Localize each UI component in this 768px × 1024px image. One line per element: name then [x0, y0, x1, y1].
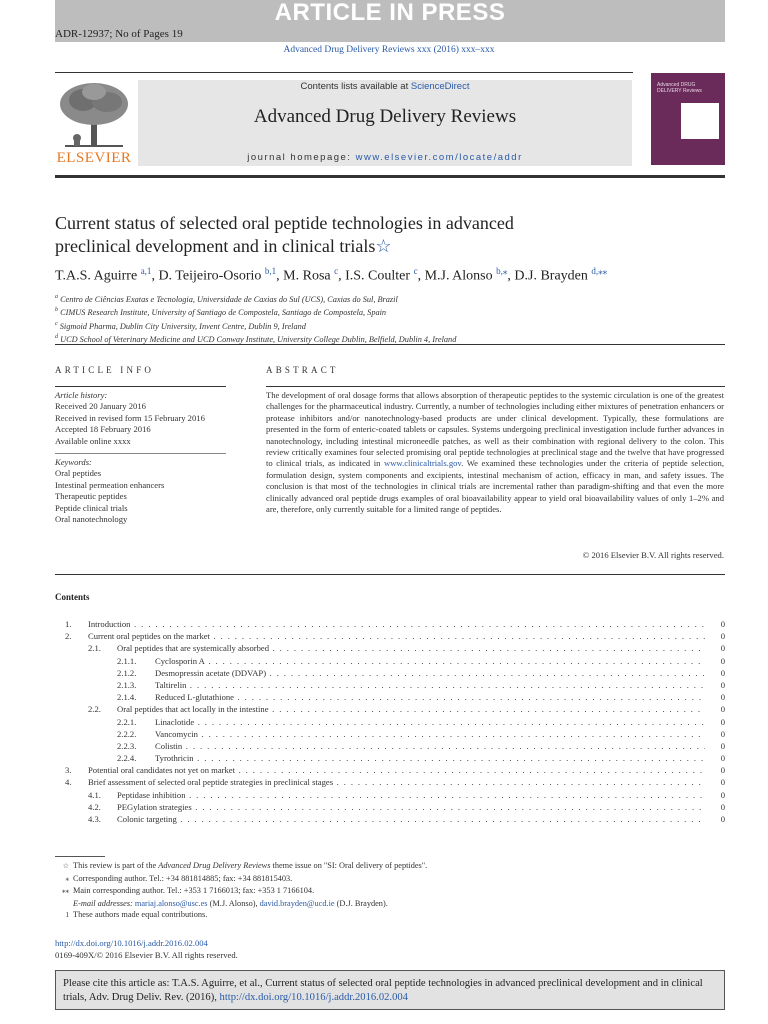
toc-entry[interactable] [55, 801, 725, 813]
footnote-double-asterisk-mark: ⁎⁎ [62, 887, 69, 895]
affiliation-text: UCD School of Veterinary Medicine and UCD Conway Institute, University College Dublin, Belfield, Dublin 4, Ireland [60, 334, 457, 344]
journal-header-box [138, 80, 632, 166]
cover-image-panel [681, 103, 719, 139]
header-top-rule [55, 72, 633, 73]
affiliation-mark: c [55, 320, 58, 327]
toc-entry[interactable] [55, 691, 725, 703]
toc-entry-title[interactable]: Oral peptides that act locally in the intestine . . . [117, 703, 705, 715]
toc-entry-page: 0 [720, 631, 725, 642]
history-item: Received in revised form 15 February 2016 [55, 412, 205, 423]
abstract-text-part2: . We examined these technologies under the criteria of peptide selection, formulation design, system components and excipients, intestinal mechanism of action, efficacy in man, and safety issues. The conclusion is that most of the technologies in clinical trials are incremental rather than paradigm-shifting and that even the more clinically advanced oral peptide drugs examples of oral bioavailability appear to yield oral bioavailability values of only 1–2% and are, therefore, only currently suitable for a limited range of peptides. [266, 458, 724, 515]
author-separator: , [151, 268, 159, 284]
toc-entry[interactable] [55, 667, 725, 679]
toc-entry[interactable] [55, 764, 725, 776]
author-affiliation-link[interactable]: b,1 [264, 266, 277, 276]
toc-entry-number: 4.2. [88, 801, 101, 812]
toc-entry-page: 0 [720, 692, 725, 703]
author-separator: , [417, 268, 425, 284]
toc-entry-number: 2.2.4. [117, 753, 137, 764]
toc-entry-number: 2.1. [88, 643, 101, 654]
toc-entry-number: 1. [65, 619, 72, 629]
citation-doi-link[interactable]: http://dx.doi.org/10.1016/j.addr.2016.02.004 [219, 992, 408, 1003]
journal-homepage-line [138, 152, 632, 163]
keyword-item: Peptide clinical trials [55, 502, 128, 513]
author-list [55, 266, 735, 285]
toc-entry-page: 0 [720, 740, 725, 751]
toc-entry-number: 2.2.3. [117, 740, 137, 751]
history-item: Received 20 January 2016 [55, 401, 146, 412]
keyword-item: Therapeutic peptides [55, 491, 127, 502]
footnote-review-post: theme issue on "SI: Oral delivery of peptides". [270, 861, 428, 870]
email-who-1: (M.J. Alonso), [207, 898, 260, 908]
keywords-block [55, 457, 230, 525]
toc-entry-title[interactable]: Linaclotide . . . [155, 716, 705, 728]
footnote-review-pre: This review is part of the [73, 861, 159, 870]
affiliation-list [55, 292, 735, 345]
footnotes [55, 860, 725, 922]
author-name: M.J. Alonso [424, 268, 493, 284]
history-item: Available online xxxx [55, 435, 131, 446]
toc-entry[interactable] [55, 776, 725, 788]
toc-entry-number: 4.3. [88, 814, 101, 824]
abstract-rule [266, 386, 725, 387]
table-of-contents [55, 618, 725, 825]
author-name: T.A.S. Aguirre [55, 268, 138, 284]
article-title-line2: preclinical development and in clinical trials [55, 236, 376, 256]
elsevier-wordmark: ELSEVIER [56, 150, 132, 166]
toc-entry-title[interactable]: Colonic targeting . . . [117, 813, 705, 825]
toc-entry-title[interactable]: Vancomycin . . . [155, 728, 705, 740]
toc-entry[interactable] [55, 679, 725, 691]
toc-entry[interactable] [55, 813, 725, 825]
toc-entry-title[interactable]: Tyrothricin . . . [155, 752, 705, 764]
footnote-emails [55, 898, 725, 910]
toc-entry-title[interactable]: Cyclosporin A . . . [155, 655, 705, 667]
author-affiliation-link[interactable]: c [334, 266, 339, 276]
contents-prefix: Contents lists available at [300, 81, 411, 92]
header-bottom-rule [55, 175, 725, 178]
author-name: I.S. Coulter [345, 268, 411, 284]
toc-entry-title[interactable]: Desmopressin acetate (DDVAP) . . . [155, 667, 705, 679]
abstract-text [266, 390, 724, 515]
toc-entry-page: 0 [720, 667, 725, 678]
citation-text-body: Please cite this article as: T.A.S. Aguirre, et al., Current status of selected oral peptide technologies in advanced preclinical development and in clinical trials, Adv. Drug Deliv. Rev. (2016), [63, 978, 703, 1003]
author-affiliation-link[interactable]: b,⁎ [496, 266, 508, 276]
history-item: Accepted 18 February 2016 [55, 424, 151, 435]
footnote-rule [55, 856, 105, 857]
journal-homepage-link[interactable]: www.elsevier.com/locate/addr [355, 152, 523, 163]
journal-cover-thumbnail [651, 73, 725, 165]
toc-entry-title[interactable]: Reduced L-glutathione . . . [155, 691, 705, 703]
toc-entry[interactable] [55, 655, 725, 667]
affiliation-item [55, 305, 735, 318]
affiliation-text: CIMUS Research Institute, University of Santiago de Compostela, Santiago de Compostela, Spain [60, 308, 387, 318]
toc-entry-page: 0 [720, 753, 725, 764]
toc-entry-number: 2.1.3. [117, 679, 137, 690]
abstract-text-part1: The development of oral dosage forms that allows absorption of therapeutic peptides to the systemic circulation is one of the greatest challenges for the pharmaceutical industry. Currently, a number of technologies including either mixtures of penetration enhancers or protease inhibitors and/or nanotechnology-based products are under clinical development. Typically, these formulations are presented in the form of enteric-coated tablets or capsules. Systems undergoing preclinical investigation include further advances in nanotechnology, including intestinal microneedle patches, as well as their combination with regional delivery to the colon. This review critically examines four selected promising oral peptide technologies at preclinical stage and the twelve that have progressed to clinical trials, as indicated in [266, 390, 725, 469]
toc-entry-page: 0 [720, 814, 725, 824]
toc-entry-number: 2.1.1. [117, 655, 137, 666]
footnote-corresponding-2 [55, 885, 725, 898]
footnote-review-journal: Advanced Drug Delivery Reviews [158, 861, 271, 870]
article-code: ADR-12937; No of Pages 19 [55, 28, 183, 40]
author-affiliation-link[interactable]: d,⁎⁎ [591, 266, 608, 276]
email-label: E-mail addresses: [73, 898, 135, 908]
toc-entry-number: 2.2. [88, 704, 101, 715]
article-title [55, 212, 615, 258]
article-info-rule [55, 386, 226, 387]
author-separator: , [338, 268, 346, 284]
affiliation-mark: d [55, 333, 58, 340]
toc-entry-number: 2.1.2. [117, 667, 137, 678]
contents-top-rule [55, 574, 725, 575]
toc-entry-title[interactable]: Introduction . . . [88, 618, 705, 630]
toc-entry[interactable] [55, 728, 725, 740]
author-affiliation-link[interactable]: c [413, 266, 418, 276]
footnote-star-mark: ☆ [62, 862, 69, 870]
history-label: Article history: [55, 390, 108, 400]
footnote-equal-contribution [55, 909, 725, 922]
footnote-one-mark: 1 [65, 911, 69, 919]
abstract-heading: ABSTRACT [266, 365, 339, 375]
footnote-asterisk-mark: ⁎ [65, 874, 69, 883]
footnote-corresponding-2-text: Main corresponding author. Tel.: +353 1 7166013; fax: +353 1 7166104. [73, 886, 315, 895]
contents-available-line [138, 81, 632, 92]
journal-reference-link[interactable]: Advanced Drug Delivery Reviews xxx (2016) xxx–xxx [283, 45, 495, 55]
keywords-rule [55, 453, 226, 454]
author-name: D.J. Brayden [514, 268, 588, 284]
toc-entry-title[interactable]: Peptidase inhibition . . . [117, 789, 705, 801]
footnote-corresponding-1-text: Corresponding author. Tel.: +34 881814885; fax: +34 881815403. [73, 873, 293, 883]
toc-entry-number: 2.2.2. [117, 728, 137, 739]
doi-block [55, 938, 238, 961]
toc-entry[interactable] [55, 618, 725, 630]
affiliation-mark: b [55, 307, 58, 314]
toc-entry-number: 2.2.1. [117, 716, 137, 727]
toc-entry-number: 2. [65, 631, 72, 642]
toc-entry-title[interactable]: Current oral peptides on the market . . . [88, 630, 705, 642]
journal-name: Advanced Drug Delivery Reviews [253, 106, 517, 127]
author-separator: , [276, 268, 284, 284]
email-link-brayden[interactable]: david.brayden@ucd.ie [259, 898, 335, 908]
footnote-equal-text: These authors made equal contributions. [73, 910, 208, 919]
contents-heading: Contents [55, 592, 90, 602]
toc-entry-page: 0 [720, 643, 725, 654]
toc-entry[interactable] [55, 703, 725, 715]
toc-entry-page: 0 [720, 765, 725, 776]
toc-entry-number: 2.1.4. [117, 692, 137, 703]
email-link-alonso[interactable]: mariaj.alonso@usc.es [134, 898, 208, 908]
toc-entry-number: 4. [65, 777, 72, 788]
toc-entry-title[interactable]: Brief assessment of selected oral peptide strategies in preclinical stages . . . [88, 776, 705, 788]
article-in-press-title: ARTICLE IN PRESS [274, 0, 506, 26]
toc-entry[interactable] [55, 642, 725, 654]
toc-entry-title[interactable]: Colistin . . . [155, 740, 705, 752]
toc-entry-page: 0 [720, 716, 725, 727]
toc-entry-title[interactable]: Potential oral candidates not yet on market . . . [88, 764, 705, 776]
toc-entry-title[interactable]: Taltirelin . . . [155, 679, 705, 691]
history-list [55, 401, 230, 447]
footnote-corresponding-1 [55, 873, 725, 886]
toc-entry-page: 0 [720, 801, 725, 812]
affiliation-mark: a [55, 294, 58, 300]
issn-line: 0169-409X/© 2016 Elsevier B.V. All rights reserved. [55, 949, 238, 960]
toc-entry-page: 0 [720, 728, 725, 739]
toc-entry-page: 0 [720, 619, 725, 629]
sciencedirect-link[interactable]: ScienceDirect [410, 81, 470, 92]
toc-entry-page: 0 [720, 704, 725, 715]
footnote-review [55, 860, 725, 873]
citation-text [63, 977, 719, 1005]
toc-entry-page: 0 [720, 679, 725, 690]
toc-entry-number: 4.1. [88, 789, 101, 800]
toc-entry[interactable] [55, 789, 725, 801]
citation-box [55, 970, 725, 1010]
keyword-item: Oral peptides [55, 468, 102, 479]
toc-entry-title[interactable]: Oral peptides that are systemically absorbed . . . [117, 642, 705, 654]
homepage-prefix: journal homepage: [247, 152, 356, 163]
article-title-line1: Current status of selected oral peptide technologies in advanced [55, 213, 514, 233]
toc-entry[interactable] [55, 716, 725, 728]
affiliation-text: Sigmoid Pharma, Dublin City University, Invent Centre, Dublin 9, Ireland [59, 321, 306, 331]
toc-entry[interactable] [55, 630, 725, 642]
author-name: M. Rosa [283, 268, 331, 284]
keyword-item: Oral nanotechnology [55, 514, 128, 525]
author-separator: , [507, 268, 515, 284]
keywords-label: Keywords: [55, 457, 92, 467]
article-info-heading: ARTICLE INFO [55, 365, 155, 375]
affiliation-item [55, 319, 735, 332]
cover-title: Advanced DRUG DELIVERY Reviews [657, 82, 702, 94]
article-history [55, 390, 230, 447]
toc-entry[interactable] [55, 740, 725, 752]
toc-entry-number: 3. [65, 765, 72, 776]
toc-entry-page: 0 [720, 777, 725, 788]
email-who-2: (D.J. Brayden). [334, 898, 388, 908]
toc-entry-page: 0 [720, 655, 725, 666]
doi-link[interactable]: http://dx.doi.org/10.1016/j.addr.2016.02.004 [55, 938, 208, 948]
article-info-top-rule [55, 344, 725, 345]
title-footnote-star-link[interactable]: ☆ [375, 236, 392, 256]
toc-entry-title[interactable]: PEGylation strategies . . . [117, 801, 705, 813]
affiliation-item [55, 292, 735, 305]
abstract-copyright: © 2016 Elsevier B.V. All rights reserved. [582, 550, 724, 560]
toc-entry-page: 0 [720, 789, 725, 800]
keyword-list [55, 468, 230, 525]
author-affiliation-link[interactable]: a,1 [140, 266, 152, 276]
affiliation-text: Centro de Ciências Exatas e Tecnologia, Universidade de Caxias do Sul (UCS), Caxias do Sul, Brazil [60, 294, 398, 304]
clinicaltrials-link[interactable]: www.clinicaltrials.gov [383, 458, 462, 469]
toc-entry[interactable] [55, 752, 725, 764]
author-name: D. Teijeiro-Osorio [158, 268, 262, 284]
keyword-item: Intestinal permeation enhancers [55, 479, 165, 490]
